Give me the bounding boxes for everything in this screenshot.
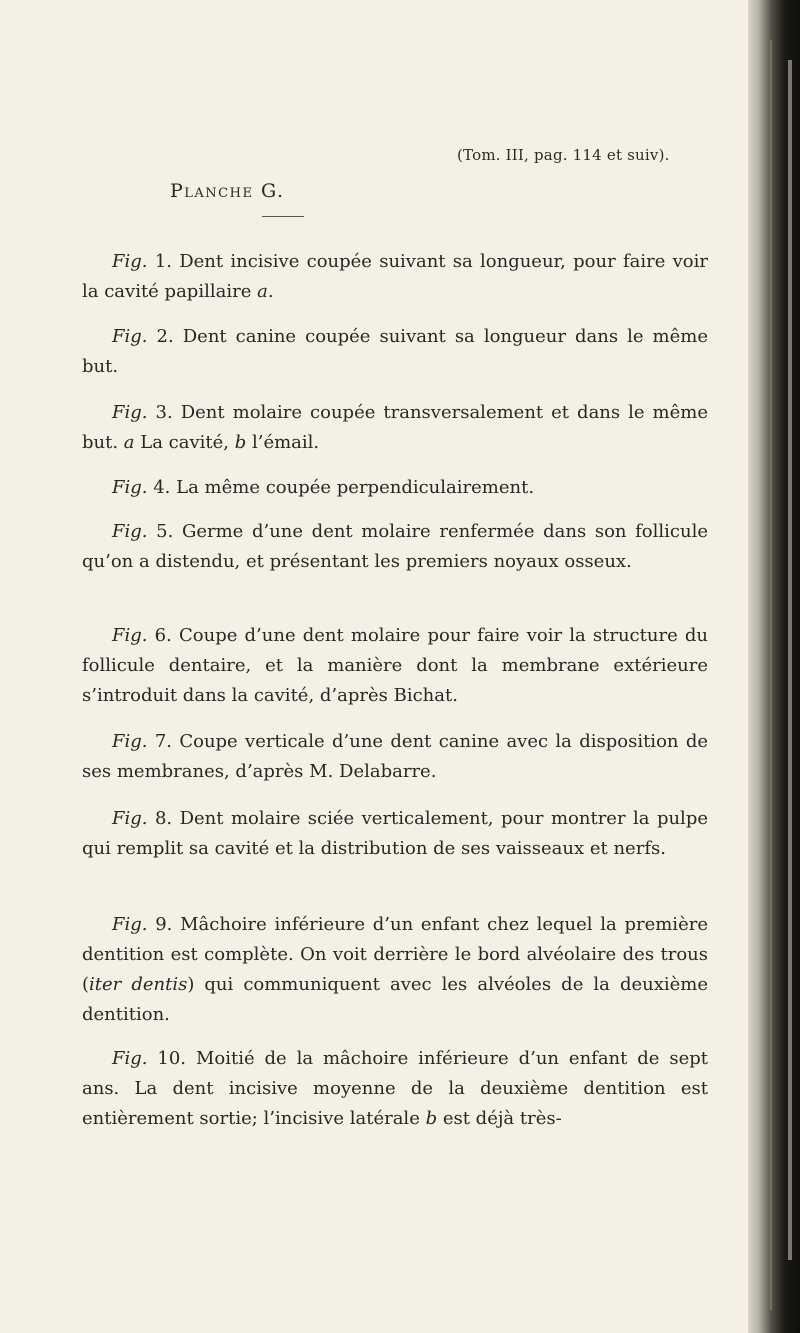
figure-number: 2. xyxy=(156,326,174,347)
caption-text: Mâchoire inférieure d’un enfant chez lequel la première dentition est complète. On voit derrière le bord alvéolaire des trous ( xyxy=(82,914,708,995)
caption-text: Dent canine coupée suivant sa longueur dans le même but. xyxy=(82,326,708,377)
figure-number: 4. xyxy=(153,477,171,498)
binding-edge-line xyxy=(770,40,772,1310)
figure-caption-8 xyxy=(82,804,708,864)
caption-text: Germe d’une dent molaire renfermée dans son follicule qu’on a distendu, et présentant les premiers noyaux osseux. xyxy=(82,521,708,572)
caption-italic: iter dentis xyxy=(89,974,188,995)
figure-number: 8. xyxy=(154,808,173,829)
figure-number: 6. xyxy=(154,625,172,646)
figure-number: 10. xyxy=(157,1048,187,1069)
figure-label: Fig. xyxy=(112,402,148,423)
figure-caption-3 xyxy=(82,398,708,458)
figure-caption-2 xyxy=(82,322,708,382)
figure-number: 3. xyxy=(155,402,173,423)
figure-caption-4 xyxy=(82,473,708,503)
caption-italic: a xyxy=(257,281,268,302)
caption-text: La même coupée perpendiculairement. xyxy=(170,477,535,498)
figure-number: 7. xyxy=(154,731,173,752)
figure-caption-10 xyxy=(82,1044,708,1134)
caption-italic: b xyxy=(234,432,247,453)
binding-edge xyxy=(748,0,800,1333)
figure-label: Fig. xyxy=(112,731,148,752)
figure-caption-5 xyxy=(82,517,708,577)
figure-caption-1 xyxy=(82,247,708,307)
figure-number: 9. xyxy=(155,914,173,935)
figure-label: Fig. xyxy=(112,251,148,272)
caption-text: l’émail. xyxy=(246,432,320,453)
figure-caption-7 xyxy=(82,727,708,787)
volume-reference: (Tom. III, pag. 114 et suiv). xyxy=(457,146,670,164)
caption-text: Coupe verticale d’une dent canine avec la disposition de ses membranes, d’après M. Delabarre. xyxy=(82,731,708,782)
caption-text: Dent incisive coupée suivant sa longueur, pour faire voir la cavité papillaire xyxy=(82,251,708,302)
caption-text: Dent molaire coupée transversalement et dans le même but. xyxy=(82,402,708,453)
figure-label: Fig. xyxy=(112,477,148,498)
caption-text: Dent molaire sciée verticalement, pour montrer la pulpe qui remplit sa cavité et la distribution de ses vaisseaux et nerfs. xyxy=(82,808,708,859)
figure-label: Fig. xyxy=(112,326,148,347)
caption-italic: b xyxy=(425,1108,438,1129)
figure-label: Fig. xyxy=(112,808,148,829)
binding-edge-highlight xyxy=(788,60,792,1260)
caption-text: . xyxy=(267,281,274,302)
figure-label: Fig. xyxy=(112,914,148,935)
figure-number: 5. xyxy=(156,521,174,542)
figure-caption-9 xyxy=(82,910,708,1030)
caption-text: Moitié de la mâchoire inférieure d’un enfant de sept ans. La dent incisive moyenne de la deuxième dentition est entièrement sortie; l’incisive latérale xyxy=(82,1048,708,1129)
figure-caption-6 xyxy=(82,621,708,711)
figure-label: Fig. xyxy=(112,1048,148,1069)
plate-title: Planche G. xyxy=(170,180,285,202)
caption-text: est déjà très- xyxy=(437,1108,562,1129)
caption-text: ) qui communiquent avec les alvéoles de la deuxième dentition. xyxy=(82,974,708,1025)
caption-italic: a xyxy=(123,432,135,453)
caption-text: La cavité, xyxy=(134,432,235,453)
figure-number: 1. xyxy=(154,251,172,272)
figure-label: Fig. xyxy=(112,521,148,542)
caption-text: Coupe d’une dent molaire pour faire voir la structure du follicule dentaire, et la manière dont la membrane extérieure s’introduit dans la cavité, d’après Bichat. xyxy=(82,625,708,706)
figure-label: Fig. xyxy=(112,625,148,646)
title-rule xyxy=(262,216,304,217)
